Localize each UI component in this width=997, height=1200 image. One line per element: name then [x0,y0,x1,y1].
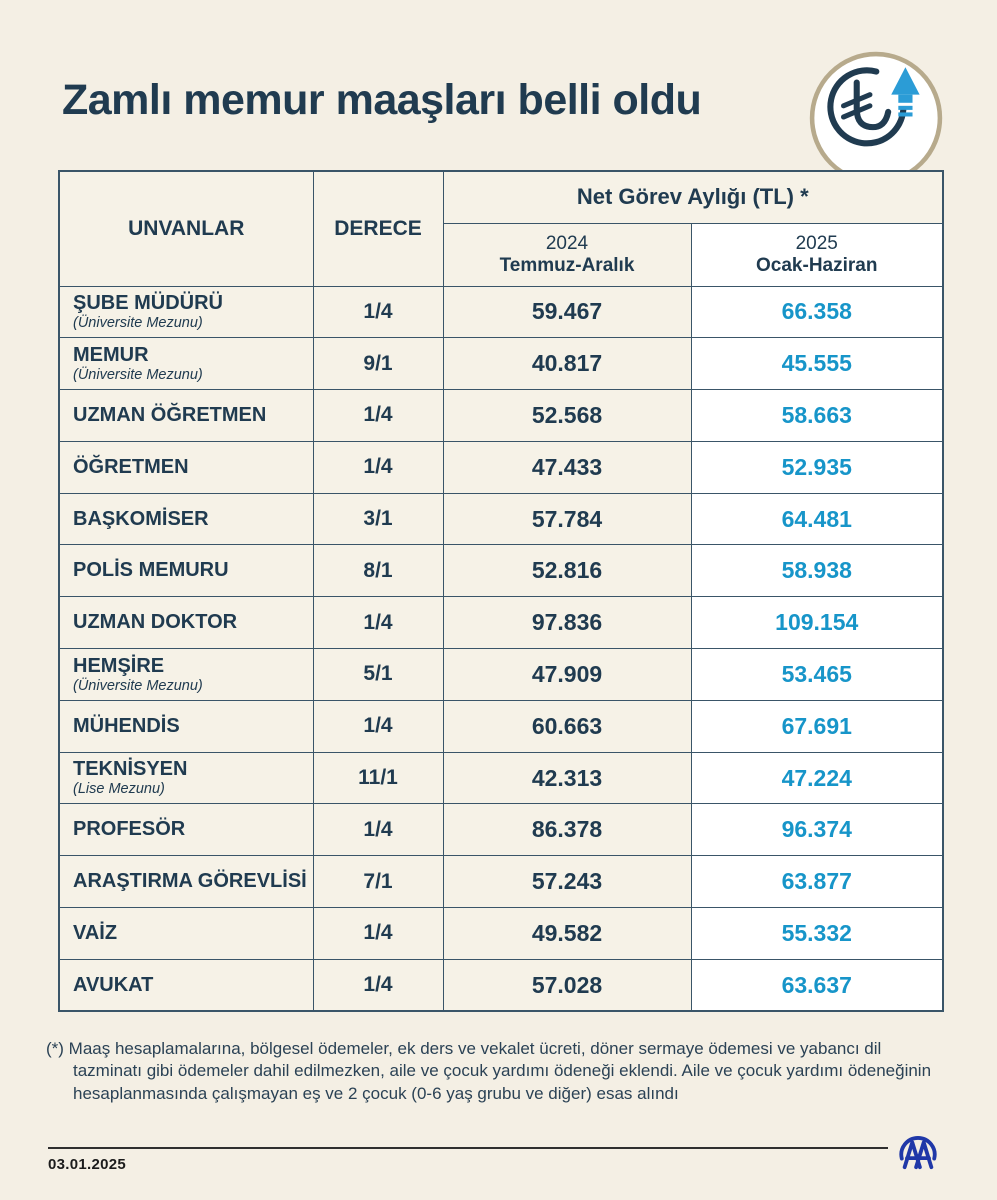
table-row [59,959,943,1011]
row-value-2025: 58.663 [691,390,943,442]
table-row [59,908,943,960]
row-value-2024: 57.784 [443,493,691,545]
row-derece: 1/4 [313,390,443,442]
row-value-2025: 63.877 [691,856,943,908]
column-header-2025-period: Ocak-Haziran [756,254,878,276]
row-title: AVUKAT [73,973,154,996]
row-value-2025: 66.358 [691,286,943,338]
row-value-2024: 40.817 [443,338,691,390]
table-row [59,493,943,545]
lira-rise-icon [806,48,946,188]
row-title-cell [59,493,313,545]
row-title: HEMŞİRE [73,654,165,677]
column-header-derece: DERECE [313,171,443,286]
row-value-2025: 96.374 [691,804,943,856]
row-subtitle: (Lise Mezunu) [73,781,165,798]
row-derece: 9/1 [313,338,443,390]
row-derece: 1/4 [313,441,443,493]
row-value-2024: 57.028 [443,959,691,1011]
table-row [59,700,943,752]
row-title: BAŞKOMİSER [73,507,209,530]
row-value-2025: 67.691 [691,700,943,752]
salary-table [58,170,944,1012]
row-title: TEKNİSYEN [73,758,188,781]
row-value-2025: 109.154 [691,597,943,649]
row-title-cell [59,441,313,493]
table-row [59,390,943,442]
row-title-cell [59,959,313,1011]
row-derece: 1/4 [313,908,443,960]
table-header [59,171,943,286]
column-header-2024 [443,223,691,286]
row-derece: 1/4 [313,286,443,338]
row-value-2024: 47.433 [443,441,691,493]
table-body [59,286,943,1011]
footnote: (*) Maaş hesaplamalarına, bölgesel ödemeler, ek ders ve vekalet ücreti, döner sermaye ödemesi ve yabancı dil tazminatı gibi ödemeler dahil edilmezken, aile ve çocuk yardımı ödeneği eklendi. Aile ve çocuk yardımı ödeneğinin hesaplanmasında çalışmayan eş ve 2 çocuk (0-6 yaş grubu ve diğer) esas alındı [46,1039,932,1103]
row-value-2025: 53.465 [691,649,943,701]
table-row [59,338,943,390]
row-title-cell [59,390,313,442]
column-header-unvanlar: UNVANLAR [59,171,313,286]
row-title-cell [59,752,313,804]
row-value-2025: 63.637 [691,959,943,1011]
row-value-2024: 97.836 [443,597,691,649]
table-row [59,286,943,338]
page-title: Zamlı memur maaşları belli oldu [62,76,702,124]
row-title-cell [59,649,313,701]
row-title: POLİS MEMURU [73,559,229,582]
row-value-2025: 52.935 [691,441,943,493]
row-value-2024: 52.816 [443,545,691,597]
row-title-cell [59,856,313,908]
row-value-2025: 64.481 [691,493,943,545]
column-header-net-gorev: Net Görev Aylığı (TL) * [443,171,943,223]
row-subtitle: (Üniversite Mezunu) [73,315,203,332]
row-title-cell [59,338,313,390]
row-title: MEMUR [73,343,149,366]
row-value-2024: 47.909 [443,649,691,701]
row-derece: 5/1 [313,649,443,701]
row-title-cell [59,286,313,338]
row-title-cell [59,597,313,649]
row-derece: 11/1 [313,752,443,804]
row-derece: 1/4 [313,804,443,856]
row-value-2024: 86.378 [443,804,691,856]
row-title: MÜHENDİS [73,714,180,737]
column-header-2025-year: 2025 [795,232,838,254]
row-derece: 1/4 [313,700,443,752]
column-header-2025 [691,223,943,286]
row-title: ARAŞTIRMA GÖREVLİSİ [73,870,307,893]
row-derece: 1/4 [313,959,443,1011]
row-value-2025: 55.332 [691,908,943,960]
row-value-2024: 49.582 [443,908,691,960]
row-title: VAİZ [73,921,118,944]
row-value-2025: 47.224 [691,752,943,804]
table-row [59,804,943,856]
row-subtitle: (Üniversite Mezunu) [73,366,203,383]
row-title: UZMAN DOKTOR [73,611,238,634]
column-header-2024-period: Temmuz-Aralık [499,254,635,276]
table-row [59,441,943,493]
row-subtitle: (Üniversite Mezunu) [73,677,203,694]
row-value-2024: 60.663 [443,700,691,752]
row-title: PROFESÖR [73,818,186,841]
row-title: ŞUBE MÜDÜRÜ [73,292,223,315]
date-label: 03.01.2025 [48,1156,127,1173]
row-value-2024: 42.313 [443,752,691,804]
row-derece: 3/1 [313,493,443,545]
table-row [59,597,943,649]
table-row [59,856,943,908]
table-row [59,752,943,804]
row-derece: 7/1 [313,856,443,908]
row-value-2024: 59.467 [443,286,691,338]
row-title-cell [59,700,313,752]
header-row-top [59,171,943,223]
row-value-2024: 52.568 [443,390,691,442]
row-derece: 8/1 [313,545,443,597]
row-title: ÖĞRETMEN [73,455,189,478]
row-title: UZMAN ÖĞRETMEN [73,403,267,426]
row-title-cell [59,545,313,597]
row-value-2025: 45.555 [691,338,943,390]
table-row [59,545,943,597]
aa-logo [897,1129,939,1171]
row-value-2025: 58.938 [691,545,943,597]
table-row [59,649,943,701]
column-header-2024-year: 2024 [545,232,589,254]
footer-divider [48,1147,888,1149]
row-title-cell [59,908,313,960]
row-title-cell [59,804,313,856]
row-derece: 1/4 [313,597,443,649]
row-value-2024: 57.243 [443,856,691,908]
